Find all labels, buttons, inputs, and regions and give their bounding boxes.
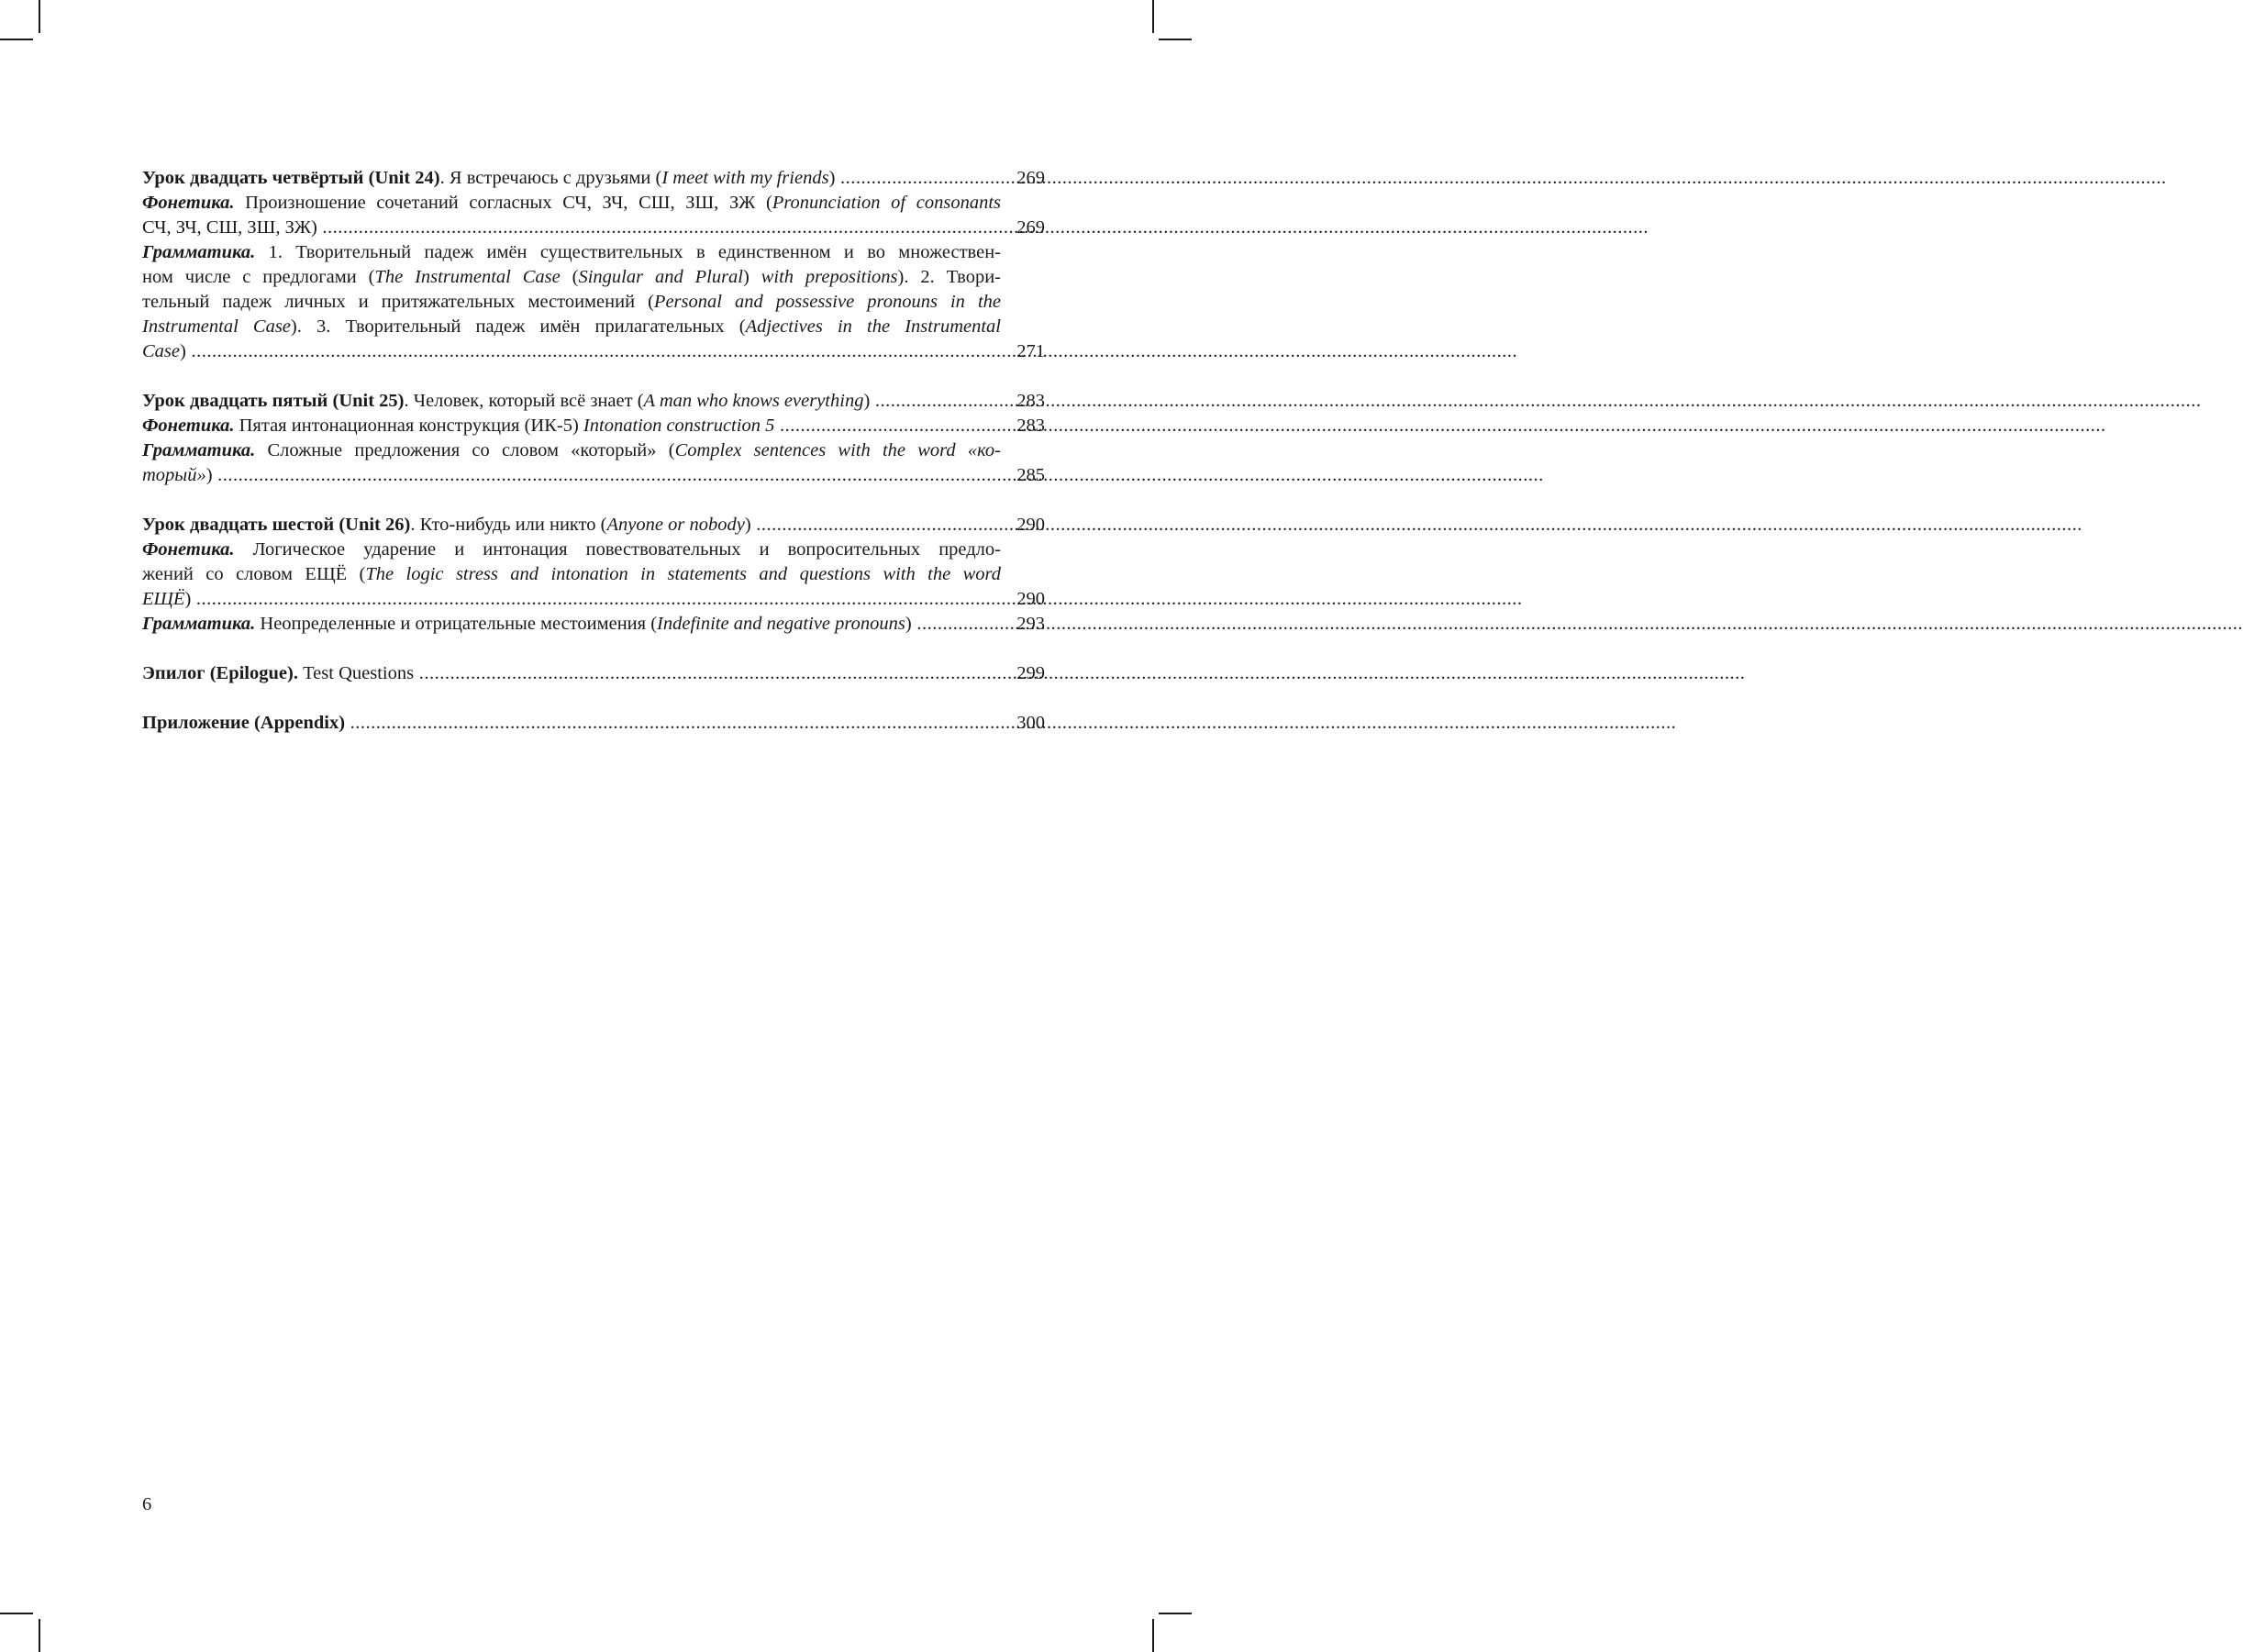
entry-text: . Кто-нибудь или никто ( <box>410 515 607 535</box>
entry-text: Pronunciation of consonants <box>772 193 1001 213</box>
entry-title <box>142 438 1002 488</box>
entry-text: . Я встречаюсь с друзьями ( <box>439 168 662 188</box>
section-gap <box>142 488 1045 513</box>
entry-text: with prepositions <box>761 267 898 287</box>
entry-text: Сложные предложения со словом «который» ( <box>255 440 675 460</box>
entry-text: ). 2. Твори- <box>897 267 1001 287</box>
crop-mark-top-right-horizontal <box>1159 39 1192 40</box>
entry-text: Логическое ударение и интонация повествовательных и вопросительных предло- <box>234 539 1001 560</box>
toc-unit-entry[interactable] <box>142 166 1045 191</box>
entry-text: Personal and possessive pronouns in the <box>653 292 1001 312</box>
entry-text: I meet with my friends <box>661 168 829 188</box>
entry-heading: Грамматика. <box>142 440 256 460</box>
toc-unit-entry[interactable] <box>142 661 1045 686</box>
entry-text: Anyone or nobody <box>606 515 745 535</box>
page-ref: 283 <box>1016 416 1045 436</box>
entry-line <box>142 438 1002 463</box>
entry-heading: Урок двадцать пятый (Unit 25) <box>142 391 405 411</box>
entry-text: ном числе с предлогами ( <box>142 267 375 287</box>
entry-text: ( <box>560 267 579 287</box>
entry-title <box>142 166 1001 191</box>
crop-mark-bottom-left-horizontal <box>0 1613 33 1614</box>
entry-heading: Урок двадцать шестой (Unit 26) <box>142 515 411 535</box>
toc-subentry[interactable] <box>142 538 1045 612</box>
crop-mark-bottom-right-horizontal <box>1159 1613 1192 1614</box>
crop-mark-bottom-left-vertical <box>39 1619 40 1652</box>
page-ref: 283 <box>1016 391 1045 411</box>
toc-unit-entry[interactable] <box>142 711 1045 736</box>
toc-subentry[interactable] <box>142 191 1045 240</box>
entry-text: ) <box>744 515 751 535</box>
entry-line <box>142 240 1001 265</box>
entry-text: ) <box>743 267 761 287</box>
entry-text: ) <box>905 614 912 634</box>
entry-text: ) <box>184 589 192 609</box>
toc-unit-entry[interactable] <box>142 389 1045 414</box>
entry-text: Произношение сочетаний согласных СЧ, ЗЧ, СШ, ЗШ, ЗЖ ( <box>234 193 772 213</box>
entry-line <box>142 315 1001 339</box>
entry-text: Adjectives in the Instrumental <box>745 316 1001 337</box>
entry-heading: Фонетика. <box>142 193 235 213</box>
entry-text: Complex sentences with the word «ко- <box>674 440 1002 460</box>
entry-text: ) <box>863 391 871 411</box>
entry-text: ). 3. Творительный падеж имён прилагательных ( <box>290 316 746 337</box>
entry-heading: Эпилог (Epilogue). <box>142 663 298 683</box>
entry-text: Case <box>142 341 180 361</box>
entry-text: Singular and Plural <box>578 267 743 287</box>
entry-heading: Фонетика. <box>142 539 235 560</box>
page-ref: 271 <box>1016 341 1045 361</box>
entry-text: . Человек, который всё знает ( <box>404 391 644 411</box>
section-gap <box>142 637 1045 661</box>
toc-unit-entry[interactable] <box>142 513 1045 538</box>
entry-title <box>142 661 1001 686</box>
entry-last-line <box>142 339 1001 364</box>
toc-subentry[interactable] <box>142 612 1045 637</box>
entry-text: Indefinite and negative pronouns <box>657 614 905 634</box>
entry-text: тельный падеж личных и притяжательных местоимений ( <box>142 292 654 312</box>
page-number: 6 <box>142 1494 152 1514</box>
table-of-contents <box>142 166 1045 736</box>
page-ref: 299 <box>1016 663 1045 683</box>
page-ref: 293 <box>1016 614 1045 634</box>
page-ref: 269 <box>1016 217 1045 238</box>
entry-title <box>142 191 1001 240</box>
toc-subentry[interactable] <box>142 438 1045 488</box>
entry-title <box>142 389 1001 414</box>
entry-title <box>142 240 1001 364</box>
entry-last-line <box>142 587 1001 612</box>
crop-mark-top-left-vertical <box>39 0 40 33</box>
entry-text: Неопределенные и отрицательные местоимения ( <box>255 614 658 634</box>
entry-text: Instrumental Case <box>142 316 291 337</box>
entry-heading: Грамматика. <box>142 242 256 262</box>
page-ref: 290 <box>1016 589 1045 609</box>
entry-heading: Урок двадцать четвёртый (Unit 24) <box>142 168 440 188</box>
entry-text: Пятая интонационная конструкция (ИК-5) <box>234 416 583 436</box>
entry-text: The Instrumental Case <box>374 267 561 287</box>
crop-mark-top-left-horizontal <box>0 39 33 40</box>
entry-text: Intonation construction 5 <box>583 416 775 436</box>
entry-title <box>142 414 1001 438</box>
entry-line <box>142 191 1001 216</box>
entry-text: 1. Творительный падеж имён существительных в единственном и во множествен- <box>255 242 1001 262</box>
toc-subentry[interactable] <box>142 240 1045 364</box>
entry-heading: Грамматика. <box>142 614 256 634</box>
entry-text: The logic stress and intonation in statements and questions with the word <box>365 564 1001 584</box>
entry-text: торый» <box>142 465 206 485</box>
crop-mark-bottom-right-vertical <box>1152 1619 1154 1652</box>
entry-text: жений со словом ЕЩЁ ( <box>142 564 366 584</box>
entry-last-line <box>142 463 1001 488</box>
entry-heading: Фонетика. <box>142 416 235 436</box>
entry-text: СЧ, ЗЧ, СШ, ЗШ, ЗЖ) <box>142 217 317 238</box>
entry-line <box>142 265 1001 290</box>
section-gap <box>142 686 1045 711</box>
section-gap <box>142 364 1045 389</box>
entry-text: A man who knows everything <box>643 391 864 411</box>
entry-title <box>142 538 1001 612</box>
entry-text: ) <box>205 465 213 485</box>
entry-title <box>142 711 1001 736</box>
entry-text: ) <box>828 168 836 188</box>
entry-text: ) <box>180 341 186 361</box>
entry-text: Test Questions <box>297 663 415 683</box>
page-ref: 300 <box>1016 713 1045 733</box>
entry-title <box>142 612 1001 637</box>
entry-heading: Приложение (Appendix) <box>142 713 346 733</box>
entry-text: ЕЩЁ <box>142 589 185 609</box>
page-ref: 290 <box>1016 515 1045 535</box>
crop-mark-top-right-vertical <box>1152 0 1154 33</box>
entry-line <box>142 562 1001 587</box>
entry-last-line <box>142 216 1001 240</box>
entry-line <box>142 290 1001 315</box>
entry-title <box>142 513 1001 538</box>
entry-line <box>142 538 1001 562</box>
page-ref: 269 <box>1016 168 1045 188</box>
page-ref: 285 <box>1016 465 1045 485</box>
toc-subentry[interactable] <box>142 414 1045 438</box>
